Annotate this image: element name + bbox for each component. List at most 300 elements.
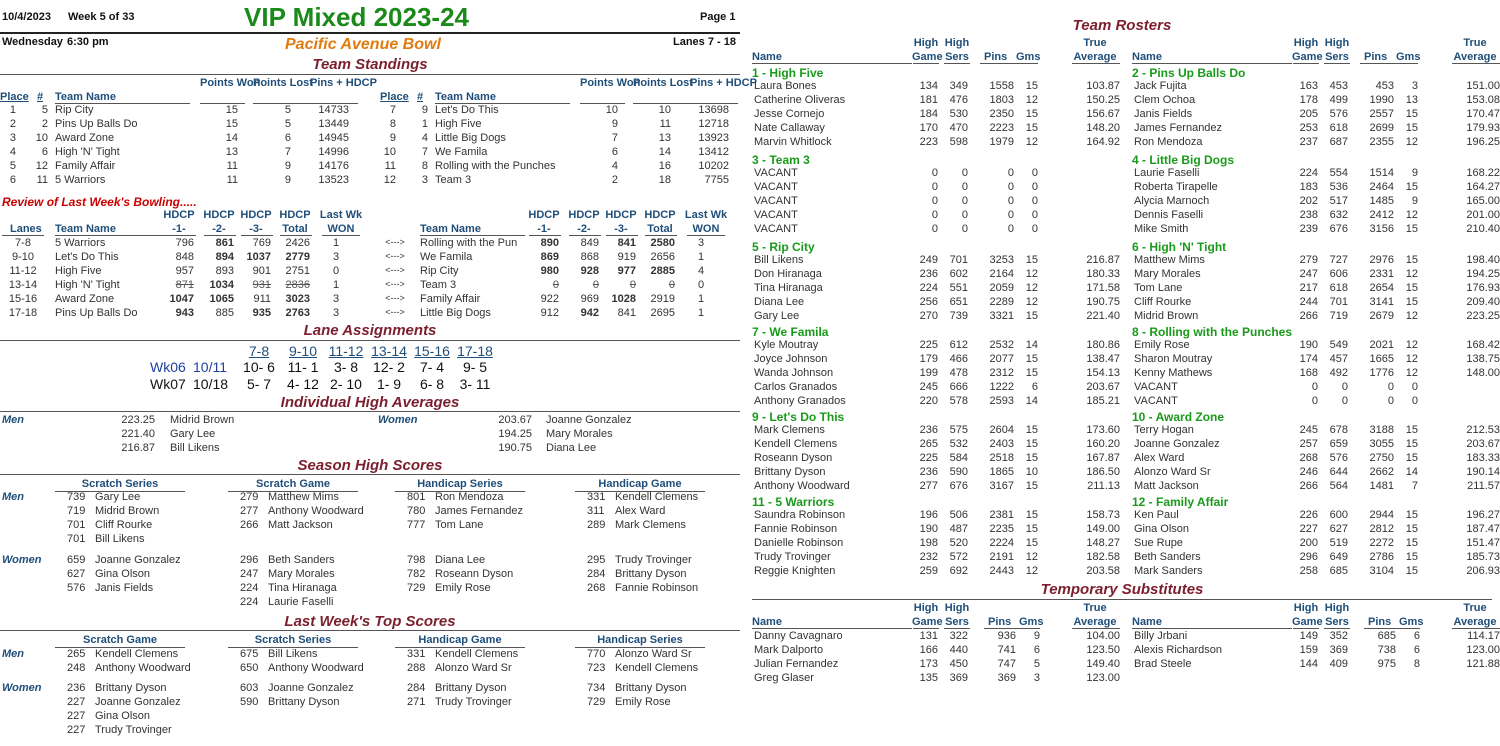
sub-pins: 975 xyxy=(1377,658,1396,670)
column-header: Pins + HDCP xyxy=(310,77,377,89)
roster-average: 151.47 xyxy=(1466,537,1500,549)
roster-pins: 2604 xyxy=(989,424,1014,436)
score-bowler: Trudy Trovinger xyxy=(435,696,512,708)
roster-games: 0 xyxy=(1031,209,1038,221)
score-bowler: Emily Rose xyxy=(435,582,491,594)
roster-high-series: 492 xyxy=(1329,367,1348,379)
column-header: Team Name xyxy=(420,223,481,235)
standing-team-name: Rip City xyxy=(55,104,94,116)
roster-high-series: 0 xyxy=(961,195,968,207)
roster-average: 168.42 xyxy=(1466,339,1500,351)
column-header: Lanes xyxy=(10,223,42,235)
roster-high-game: 0 xyxy=(1311,395,1318,407)
roster-games: 14 xyxy=(1025,339,1038,351)
roster-high-series: 606 xyxy=(1329,268,1348,280)
roster-high-game: 0 xyxy=(931,223,938,235)
score-bowler: Alonzo Ward Sr xyxy=(615,648,692,660)
women-label: Women xyxy=(2,682,42,694)
roster-bowler: Danielle Robinson xyxy=(754,537,844,549)
roster-high-game: 232 xyxy=(919,551,938,563)
roster-high-series: 651 xyxy=(949,296,968,308)
sub-games: 3 xyxy=(1033,672,1040,684)
score-bowler: Roseann Dyson xyxy=(435,568,514,580)
roster-high-series: 649 xyxy=(1329,551,1348,563)
standing-team-number: 4 xyxy=(421,132,428,144)
sub-bowler: Danny Cavagnaro xyxy=(754,630,843,642)
league-title: VIP Mixed 2023-24 xyxy=(244,2,469,32)
standing-team-number: 9 xyxy=(421,104,428,116)
lane-matchup: 4- 12 xyxy=(287,376,319,392)
score-bowler: Diana Lee xyxy=(435,554,486,566)
standing-team-name: Let's Do This xyxy=(435,104,499,116)
review-lanes: 7-8 xyxy=(15,237,31,249)
standing-points-lost: 10 xyxy=(658,104,671,116)
roster-games: 15 xyxy=(1025,537,1038,549)
sub-average: 123.00 xyxy=(1466,644,1500,656)
review-score: 868 xyxy=(580,251,599,263)
sub-games: 6 xyxy=(1413,630,1420,642)
lane-assignments-title: Lane Assignments xyxy=(303,322,437,339)
underline xyxy=(752,628,912,629)
roster-team-name: 4 - Little Big Dogs xyxy=(1132,153,1234,167)
roster-games: 12 xyxy=(1405,367,1418,379)
average-value: 203.67 xyxy=(498,414,532,426)
roster-pins: 2662 xyxy=(1369,466,1394,478)
roster-bowler: James Fernandez xyxy=(1134,122,1223,134)
score-bowler: Bill Likens xyxy=(95,533,145,545)
lane-header: 13-14 xyxy=(371,343,407,359)
roster-high-series: 470 xyxy=(949,122,968,134)
standing-points-won: 4 xyxy=(611,160,618,172)
roster-high-game: 181 xyxy=(919,94,938,106)
score-bowler: Joanne Gonzalez xyxy=(268,682,354,694)
roster-high-series: 739 xyxy=(949,310,968,322)
average-value: 216.87 xyxy=(121,442,155,454)
last-week-title: Last Week's Top Scores xyxy=(284,613,456,630)
roster-high-game: 279 xyxy=(1299,254,1318,266)
sub-bowler: Julian Fernandez xyxy=(754,658,839,670)
roster-average: 154.13 xyxy=(1086,367,1120,379)
roster-high-game: 223 xyxy=(919,136,938,148)
column-header-sub: -2- xyxy=(212,223,226,235)
score-value: 331 xyxy=(587,491,606,503)
roster-pins: 1558 xyxy=(989,80,1014,92)
score-value: 331 xyxy=(407,648,426,660)
average-bowler: Joanne Gonzalez xyxy=(546,414,632,426)
roster-high-game: 196 xyxy=(919,509,938,521)
roster-games: 15 xyxy=(1405,452,1418,464)
score-value: 782 xyxy=(407,568,426,580)
review-score: 0 xyxy=(629,279,636,291)
roster-high-game: 277 xyxy=(919,480,938,492)
roster-pins: 2532 xyxy=(989,339,1014,351)
roster-pins: 2164 xyxy=(989,268,1014,280)
review-won: 3 xyxy=(332,293,340,305)
roster-games: 15 xyxy=(1405,509,1418,521)
roster-pins: 1803 xyxy=(989,94,1014,106)
lanes-range: Lanes 7 - 18 xyxy=(673,36,736,48)
roster-high-series: 532 xyxy=(949,438,968,450)
subs-header-game: Game xyxy=(912,616,943,628)
roster-bowler: Don Hiranaga xyxy=(754,268,822,280)
roster-header-average: Average xyxy=(1453,51,1497,63)
average-bowler: Gary Lee xyxy=(170,428,216,440)
roster-high-game: 0 xyxy=(931,167,938,179)
roster-high-series: 602 xyxy=(949,268,968,280)
standing-points-won: 13 xyxy=(225,146,238,158)
review-team-name: Rolling with the Pun xyxy=(420,237,518,249)
roster-games: 9 xyxy=(1411,195,1418,207)
review-score: 0 xyxy=(552,279,559,291)
underline xyxy=(204,235,236,236)
review-won: 4 xyxy=(697,265,705,277)
average-bowler: Bill Likens xyxy=(170,442,220,454)
score-bowler: Tom Lane xyxy=(435,519,484,531)
roster-bowler: VACANT xyxy=(754,167,798,179)
standing-points-won: 6 xyxy=(611,146,618,158)
roster-high-game: 253 xyxy=(1299,122,1318,134)
roster-pins: 1481 xyxy=(1369,480,1394,492)
roster-average: 190.75 xyxy=(1086,296,1120,308)
score-value: 777 xyxy=(407,519,426,531)
lane-matchup: 3- 8 xyxy=(333,359,359,375)
review-team-name: Little Big Dogs xyxy=(420,307,491,319)
score-header: Scratch Game xyxy=(256,478,330,490)
roster-pins: 2331 xyxy=(1369,268,1394,280)
roster-pins: 453 xyxy=(1375,80,1394,92)
roster-high-series: 554 xyxy=(1329,167,1348,179)
roster-high-series: 536 xyxy=(1329,181,1348,193)
average-bowler: Midrid Brown xyxy=(170,414,235,426)
roster-bowler: Terry Hogan xyxy=(1134,424,1194,436)
standing-place: 2 xyxy=(9,118,16,130)
league-time: 6:30 pm xyxy=(67,36,109,48)
score-header: Handicap Series xyxy=(597,634,683,646)
roster-pins: 2812 xyxy=(1369,523,1394,535)
roster-pins: 2518 xyxy=(989,452,1014,464)
roster-games: 14 xyxy=(1025,395,1038,407)
roster-games: 15 xyxy=(1025,310,1038,322)
roster-games: 15 xyxy=(1405,551,1418,563)
column-header: HDCP xyxy=(240,209,272,221)
review-score: 969 xyxy=(580,293,599,305)
roster-bowler: Laurie Faselli xyxy=(1134,167,1200,179)
roster-high-game: 238 xyxy=(1299,209,1318,221)
subs-header-average: Average xyxy=(1073,616,1117,628)
average-bowler: Diana Lee xyxy=(546,442,597,454)
roster-pins: 1979 xyxy=(989,136,1014,148)
men-label: Men xyxy=(2,491,24,503)
roster-games: 15 xyxy=(1025,523,1038,535)
rosters-title: Team Rosters xyxy=(1072,17,1172,34)
standing-pins-hdcp: 14176 xyxy=(318,160,349,172)
roster-pins: 0 xyxy=(1007,181,1014,193)
roster-high-series: 575 xyxy=(949,424,968,436)
roster-high-series: 644 xyxy=(1329,466,1348,478)
sub-pins: 747 xyxy=(997,658,1016,670)
sub-bowler: Mark Dalporto xyxy=(754,644,824,656)
score-bowler: Fannie Robinson xyxy=(615,582,699,594)
standing-team-number: 11 xyxy=(36,174,48,186)
roster-header-sers: Sers xyxy=(945,51,969,63)
roster-bowler: Midrid Brown xyxy=(1134,310,1199,322)
roster-header-game: Game xyxy=(1292,51,1323,63)
roster-high-game: 170 xyxy=(919,122,938,134)
roster-pins: 2786 xyxy=(1369,551,1394,563)
roster-high-series: 572 xyxy=(949,551,968,563)
column-header: # xyxy=(37,91,44,103)
score-value: 288 xyxy=(407,662,426,674)
score-value: 729 xyxy=(407,582,426,594)
score-value: 675 xyxy=(240,648,259,660)
roster-pins: 2059 xyxy=(989,282,1014,294)
review-score: 2763 xyxy=(285,307,310,319)
average-value: 223.25 xyxy=(121,414,155,426)
roster-games: 15 xyxy=(1025,452,1038,464)
standing-team-number: 6 xyxy=(41,146,48,158)
review-won: 3 xyxy=(697,237,705,249)
roster-average: 190.14 xyxy=(1466,466,1500,478)
roster-high-game: 0 xyxy=(931,195,938,207)
roster-average: 209.40 xyxy=(1466,296,1500,308)
roster-header-high: High xyxy=(1324,37,1350,49)
lane-header: 11-12 xyxy=(328,343,364,359)
standing-points-won: 7 xyxy=(611,132,618,144)
roster-team-name: 11 - 5 Warriors xyxy=(752,495,835,509)
score-bowler: Joanne Gonzalez xyxy=(95,696,181,708)
subs-header-sers: Sers xyxy=(945,616,969,628)
roster-high-series: 685 xyxy=(1329,565,1348,577)
roster-high-game: 224 xyxy=(1299,167,1318,179)
score-bowler: Joanne Gonzalez xyxy=(95,554,181,566)
roster-high-game: 245 xyxy=(919,381,938,393)
roster-average: 216.87 xyxy=(1086,254,1120,266)
roster-bowler: Catherine Oliveras xyxy=(754,94,846,106)
standing-pins-hdcp: 13523 xyxy=(318,174,349,186)
column-header: HDCP xyxy=(203,209,235,221)
roster-high-game: 249 xyxy=(919,254,938,266)
roster-games: 15 xyxy=(1405,223,1418,235)
review-won: 1 xyxy=(697,293,705,305)
score-value: 277 xyxy=(240,505,259,517)
score-bowler: Laurie Faselli xyxy=(268,596,334,608)
review-score: 894 xyxy=(215,251,234,263)
roster-average: 186.50 xyxy=(1086,466,1120,478)
roster-bowler: Matt Jackson xyxy=(1134,480,1199,492)
standing-team-name: Little Big Dogs xyxy=(435,132,506,144)
roster-average: 221.40 xyxy=(1086,310,1120,322)
standing-team-name: High Five xyxy=(435,118,482,130)
roster-high-game: 134 xyxy=(919,80,938,92)
standing-team-name: Team 3 xyxy=(435,174,472,186)
column-header: Place xyxy=(0,91,29,103)
column-header: HDCP xyxy=(163,209,195,221)
score-bowler: James Fernandez xyxy=(435,505,524,517)
roster-pins: 2944 xyxy=(1369,509,1394,521)
roster-high-game: 199 xyxy=(919,367,938,379)
review-score: 848 xyxy=(175,251,194,263)
underline xyxy=(984,628,1040,629)
roster-games: 15 xyxy=(1025,480,1038,492)
sub-high-game: 149 xyxy=(1299,630,1318,642)
roster-high-series: 676 xyxy=(949,480,968,492)
subs-header-high: High xyxy=(913,602,939,614)
roster-bowler: Reggie Knighten xyxy=(754,565,836,577)
roster-high-game: 259 xyxy=(919,565,938,577)
roster-bowler: Alonzo Ward Sr xyxy=(1134,466,1211,478)
roster-pins: 1990 xyxy=(1369,94,1394,106)
roster-high-game: 256 xyxy=(919,296,938,308)
score-bowler: Kendell Clemens xyxy=(435,648,519,660)
column-header-sub: -3- xyxy=(249,223,263,235)
lane-date: 10/18 xyxy=(193,376,229,392)
roster-pins: 0 xyxy=(1007,167,1014,179)
roster-high-series: 0 xyxy=(1341,395,1348,407)
score-bowler: Kendell Clemens xyxy=(615,662,699,674)
underline xyxy=(1072,628,1120,629)
roster-header-high: High xyxy=(944,37,970,49)
standing-points-lost: 18 xyxy=(658,174,671,186)
standings-title: Team Standings xyxy=(312,56,428,73)
underline xyxy=(164,235,196,236)
roster-team-name: 7 - We Famila xyxy=(752,325,829,339)
page-number: Page 1 xyxy=(700,11,736,23)
score-value: 701 xyxy=(67,519,86,531)
sub-high-game: 159 xyxy=(1299,644,1318,656)
roster-high-series: 659 xyxy=(1329,438,1348,450)
standing-team-number: 2 xyxy=(41,118,48,130)
roster-team-name: 6 - High 'N' Tight xyxy=(1132,240,1227,254)
roster-average: 156.67 xyxy=(1086,108,1120,120)
season-high-title: Season High Scores xyxy=(297,457,443,474)
roster-high-series: 499 xyxy=(1329,94,1348,106)
roster-bowler: Roberta Tirapelle xyxy=(1134,181,1218,193)
review-team-name: We Famila xyxy=(420,251,473,263)
sub-high-series: 369 xyxy=(949,672,968,684)
roster-header-high: High xyxy=(1293,37,1319,49)
roster-pins: 1776 xyxy=(1369,367,1394,379)
review-score: 885 xyxy=(215,307,234,319)
roster-team-name: 5 - Rip City xyxy=(752,240,815,254)
average-value: 194.25 xyxy=(498,428,532,440)
roster-header-average: Average xyxy=(1073,51,1117,63)
roster-games: 12 xyxy=(1405,268,1418,280)
roster-team-name: 10 - Award Zone xyxy=(1132,410,1225,424)
review-score: 980 xyxy=(540,265,559,277)
roster-pins: 1222 xyxy=(989,381,1014,393)
roster-average: 148.00 xyxy=(1466,367,1500,379)
roster-pins: 2557 xyxy=(1369,108,1394,120)
review-score: 1037 xyxy=(246,251,271,263)
review-lanes: 15-16 xyxy=(8,293,38,305)
roster-high-series: 590 xyxy=(949,466,968,478)
review-team-name: 5 Warriors xyxy=(55,237,106,249)
roster-average: 187.47 xyxy=(1466,523,1500,535)
roster-high-series: 678 xyxy=(1329,424,1348,436)
roster-games: 15 xyxy=(1405,523,1418,535)
column-header-sub: -3- xyxy=(614,223,628,235)
roster-average: 223.25 xyxy=(1466,310,1500,322)
roster-high-series: 487 xyxy=(949,523,968,535)
roster-games: 6 xyxy=(1031,381,1038,393)
roster-high-game: 266 xyxy=(1299,480,1318,492)
score-value: 224 xyxy=(240,582,259,594)
sub-games: 6 xyxy=(1413,644,1420,656)
roster-bowler: Wanda Johnson xyxy=(754,367,834,379)
standing-points-lost: 6 xyxy=(284,132,291,144)
roster-average: 149.00 xyxy=(1086,523,1120,535)
roster-high-game: 236 xyxy=(919,268,938,280)
score-bowler: Kendell Clemens xyxy=(615,491,699,503)
score-bowler: Alex Ward xyxy=(615,505,666,517)
standing-pins-hdcp: 12718 xyxy=(698,118,729,130)
roster-bowler: Alycia Marnoch xyxy=(1134,195,1210,207)
review-won: 0 xyxy=(332,265,340,277)
review-score: 957 xyxy=(175,265,194,277)
underline xyxy=(1360,63,1418,64)
sub-average: 104.00 xyxy=(1086,630,1120,642)
review-score: 769 xyxy=(252,237,271,249)
roster-pins: 2976 xyxy=(1369,254,1394,266)
review-vs-arrow: <---> xyxy=(385,237,405,247)
score-value: 268 xyxy=(587,582,606,594)
roster-average: 198.40 xyxy=(1466,254,1500,266)
roster-games: 15 xyxy=(1405,537,1418,549)
sub-average: 114.17 xyxy=(1467,630,1500,642)
review-score: 871 xyxy=(175,279,194,291)
roster-high-series: 476 xyxy=(949,94,968,106)
roster-high-series: 349 xyxy=(949,80,968,92)
column-header: Team Name xyxy=(55,91,116,103)
score-bowler: Trudy Trovinger xyxy=(615,554,692,566)
roster-average: 203.67 xyxy=(1466,438,1500,450)
review-score: 922 xyxy=(540,293,559,305)
subs-header-true: True xyxy=(1463,602,1487,614)
roster-high-series: 618 xyxy=(1329,122,1348,134)
roster-games: 0 xyxy=(1031,195,1038,207)
roster-pins: 2750 xyxy=(1369,452,1394,464)
score-value: 284 xyxy=(587,568,606,580)
roster-pins: 2272 xyxy=(1369,537,1394,549)
column-header: HDCP xyxy=(605,209,637,221)
standing-points-won: 14 xyxy=(225,132,238,144)
score-value: 266 xyxy=(240,519,259,531)
standing-pins-hdcp: 7755 xyxy=(704,174,729,186)
underline xyxy=(569,235,601,236)
roster-pins: 3188 xyxy=(1369,424,1394,436)
roster-games: 7 xyxy=(1411,480,1418,492)
score-value: 265 xyxy=(67,648,86,660)
roster-bowler: VACANT xyxy=(1134,395,1178,407)
roster-high-series: 719 xyxy=(1329,310,1348,322)
review-vs-arrow: <---> xyxy=(385,307,405,317)
roster-high-series: 576 xyxy=(1329,108,1348,120)
roster-average: 164.92 xyxy=(1086,136,1120,148)
roster-games: 15 xyxy=(1405,181,1418,193)
standing-team-name: We Famila xyxy=(435,146,488,158)
lane-header: 9-10 xyxy=(288,343,318,359)
column-header: Points Won xyxy=(580,77,641,89)
subs-header-pins: Pins xyxy=(988,616,1012,628)
roster-bowler: Nate Callaway xyxy=(754,122,825,134)
review-won: 1 xyxy=(332,279,340,291)
roster-average: 180.33 xyxy=(1086,268,1120,280)
roster-high-game: 244 xyxy=(1299,296,1318,308)
sub-bowler: Alexis Richardson xyxy=(1134,644,1223,656)
roster-games: 15 xyxy=(1025,367,1038,379)
roster-pins: 2381 xyxy=(989,509,1014,521)
roster-high-series: 727 xyxy=(1329,254,1348,266)
